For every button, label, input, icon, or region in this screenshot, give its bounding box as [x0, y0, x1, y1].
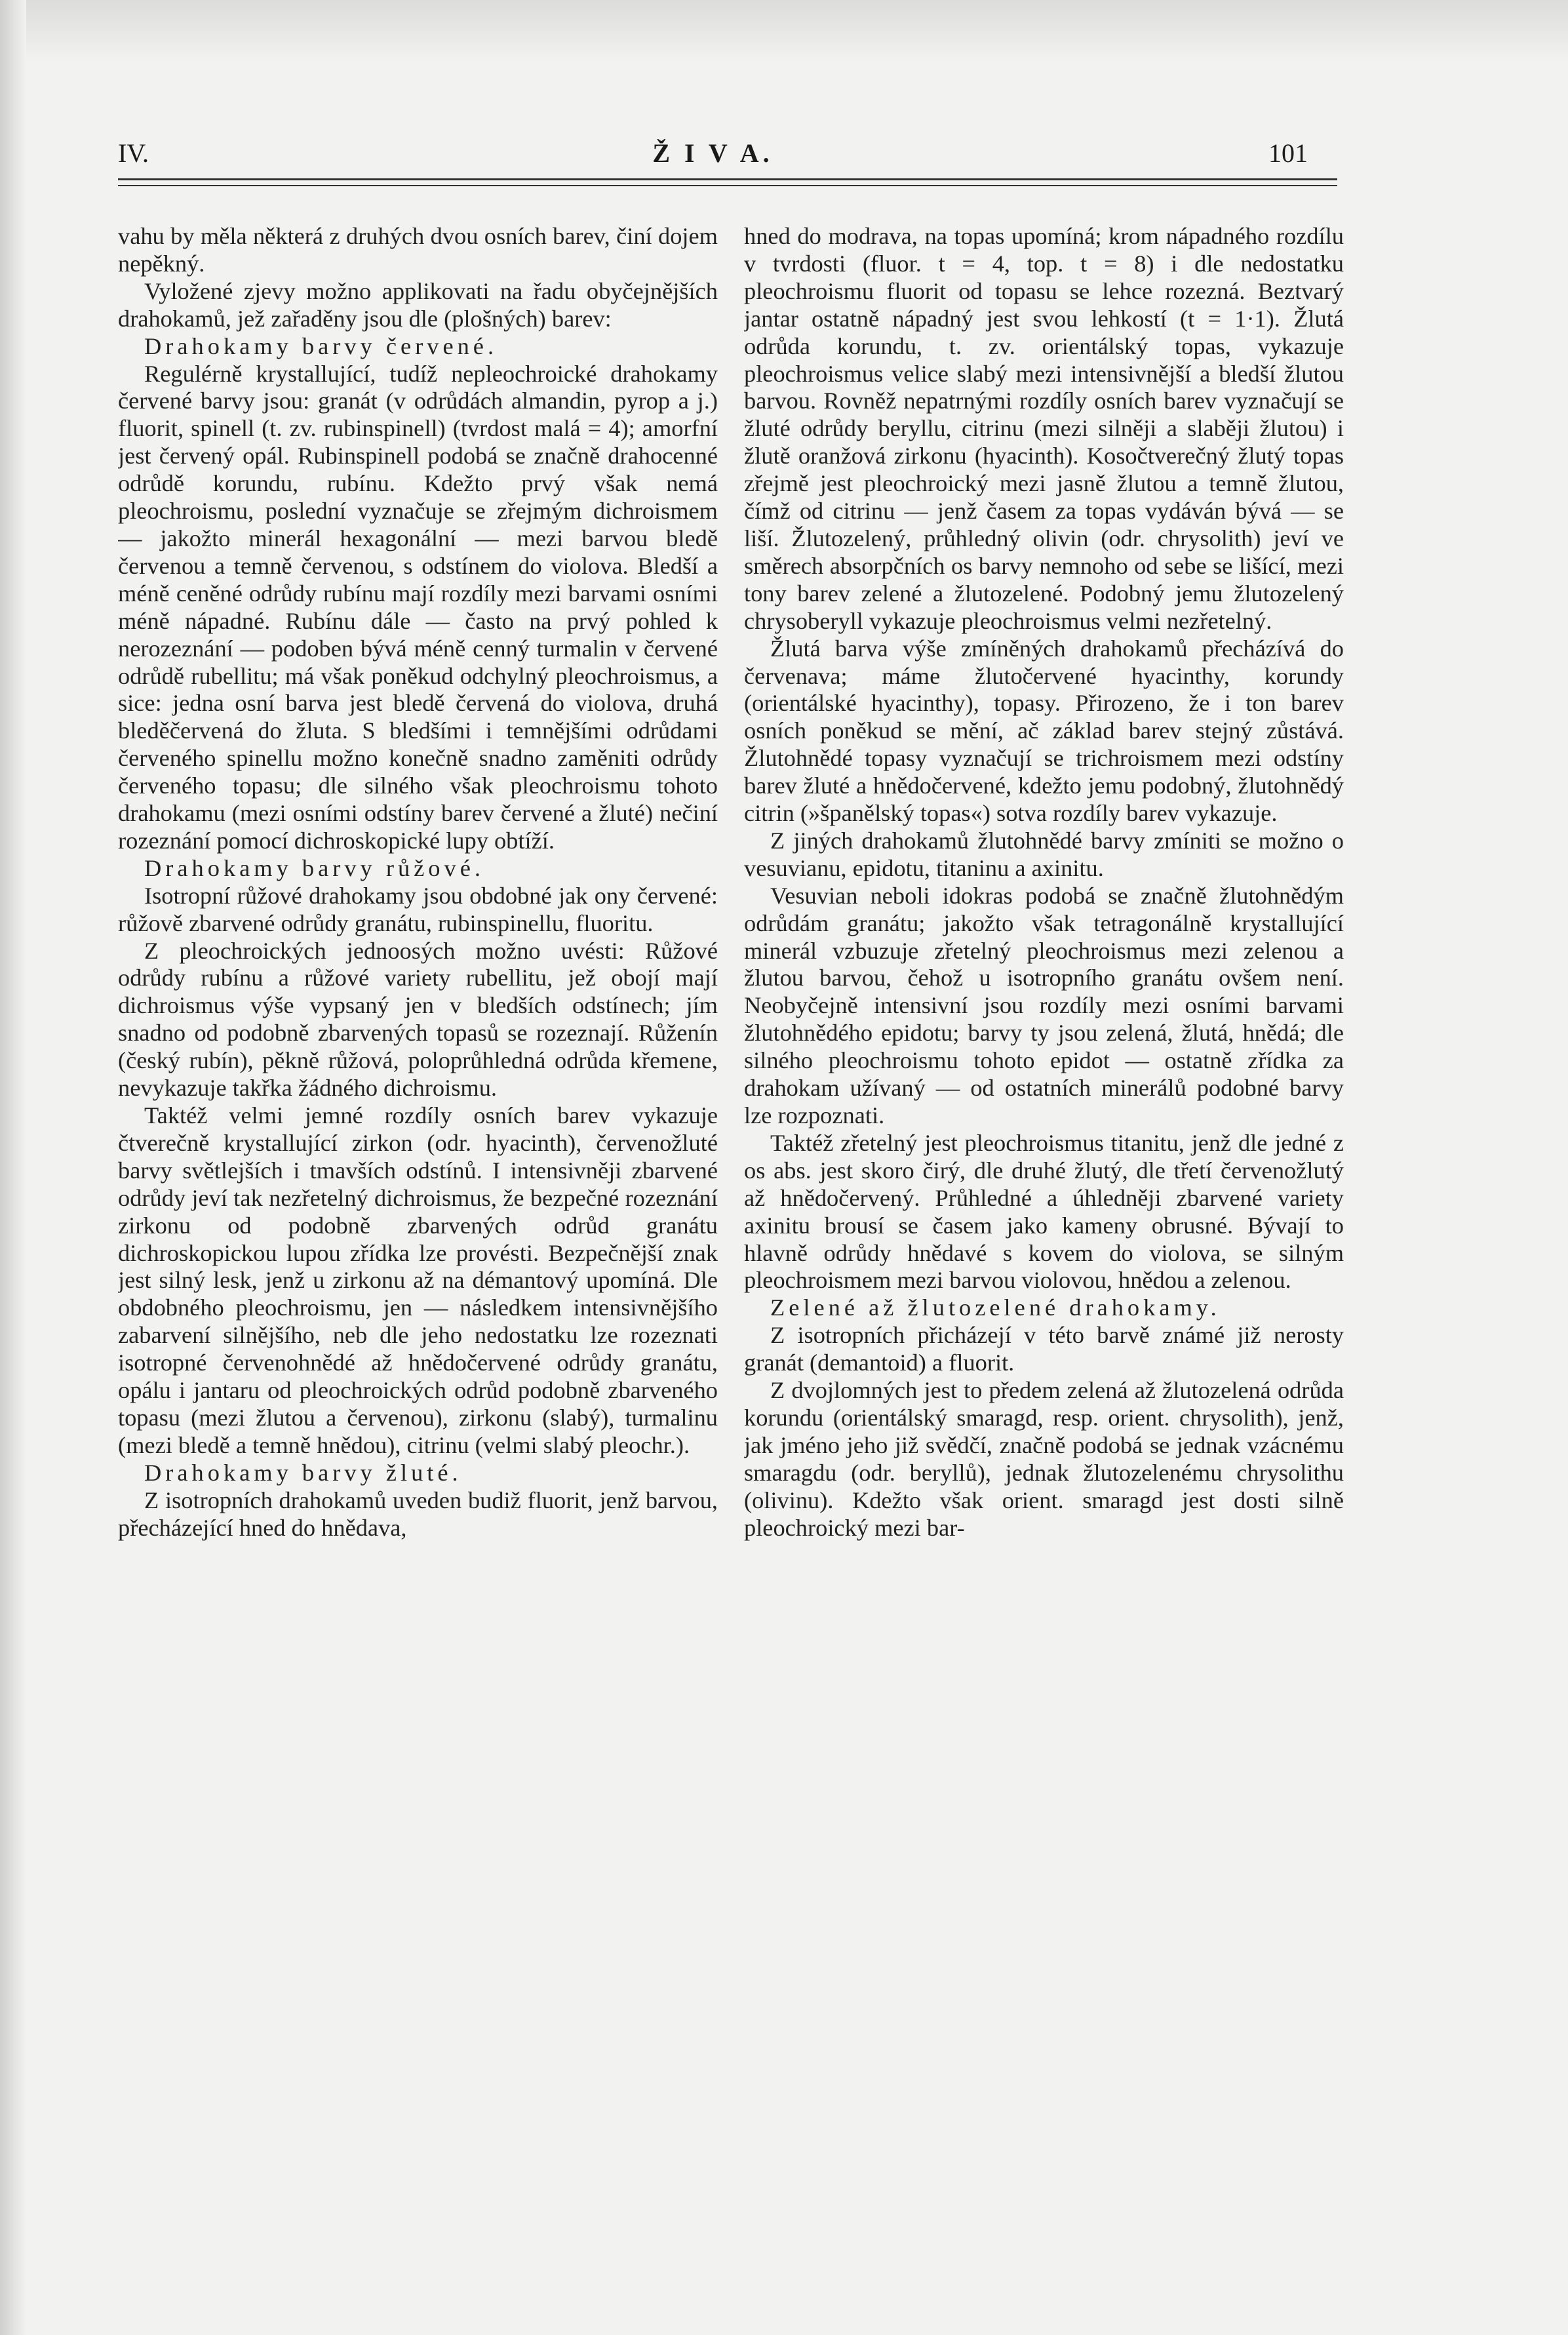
paragraph: Z jiných drahokamů žlutohnědé barvy zmíniti se možno o vesuvianu, epidotu, titaninu a axinitu. [744, 827, 1344, 881]
paragraph: Z pleochroických jednoosých možno uvésti: Růžové odrůdy rubínu a růžové variety rubellitu, jež obojí mají dichroismus výše vypsaný jen v bledších odstínech; jím snadno od podobně zbarvených topasů se rozeznají. Růženín (český rubín), pěkně růžová, poloprůhledná odrůda křemene, nevykazuje takřka žádného dichroismu. [118, 937, 718, 1102]
header-rule-bottom [118, 185, 1337, 186]
paragraph: hned do modrava, na topas upomíná; krom nápadného rozdílu v tvrdosti (fluor. t = 4, top. t = 8) i dle nedostatku pleochroismu fluorit od topasu se lehce rozezná. Beztvarý jantar ostatně nápadný jest svou lehkostí (t = 1·1). Žlutá odrůda korundu, t. zv. orientálský topas, vykazuje pleochroismus velice slabý mezi intensivnější a bledší žlutou barvou. Rovněž nepatrnými rozdíly osních barev vyznačují se žluté odrůdy beryllu, citrinu (mezi silněji a slaběji žlutou) i žlutě oranžová zirkonu (hyacinth). Kosočtverečný žlutý topas zřejmě jest pleochroický mezi jasně žlutou a temně žlutou, čímž od citrinu — jenž časem za topas vydáván bývá — se liší. Žlutozelený, průhledný olivin (odr. chrysolith) jeví ve směrech absorpčních os barvy nemnoho od sebe se lišící, mezi tony barev zelené a žlutozelené. Podobný jemu žlutozelený chrysoberyll vykazuje pleochroismus velmi nezřetelný. [744, 223, 1344, 634]
paragraph: Z isotropních přicházejí v této barvě známé již nerosty granát (demantoid) a fluorit. [744, 1322, 1344, 1376]
paragraph: Taktéž velmi jemné rozdíly osních barev vykazuje čtverečně krystallující zirkon (odr. hyacinth), červenožluté barvy světlejších i tmavších odstínů. I intensivněji zbarvené odrůdy jeví tak nezřetelný dichroismus, že bezpečné rozeznání zirkonu od podobně zbarvených odrůd granátu dichroskopickou lupou zřídka lze provésti. Bezpečnější znak jest silný lesk, jenž u zirkonu až na démantový upomíná. Dle obdobného pleochroismu, jen — následkem intensivnějšího zabarvení silnějšího, neb dle jeho nedostatku lze rozeznati isotropné červenohnědé až hnědočervené odrůdy granátu, opálu i jantaru od pleochroických odrůd podobně zbarveného topasu (mezi žlutou a červenou), zirkonu (slabý), turmalinu (mezi bledě a temně hnědou), citrinu (velmi slabý pleochr.). [118, 1102, 718, 1458]
volume-number: IV. [118, 138, 149, 168]
section-heading: Drahokamy barvy růžové. [144, 854, 484, 881]
section-heading: Zelené až žlutozelené drahokamy. [770, 1294, 1221, 1321]
paragraph: Z dvojlomných jest to předem zelená až žlutozelená odrůda korundu (orientálský smaragd, resp. orient. chrysolith), jenž, jak jméno jeho již svědčí, značně podobá se jednak vzácnému smaragdu (odr. beryllů), jednak žlutozelenému chrysolithu (olivinu). Kdežto však orient. smaragd jest dosti silně pleochroický mezi bar- [744, 1377, 1344, 1541]
paragraph: Isotropní růžové drahokamy jsou obdobné jak ony červené: růžově zbarvené odrůdy granátu, rubinspinellu, fluoritu. [118, 882, 718, 936]
page-number: 101 [1268, 138, 1308, 168]
section-heading: Drahokamy barvy červené. [144, 332, 498, 359]
paragraph: Žlutá barva výše zmíněných drahokamů přecházívá do červenava; máme žlutočervené hyacinthy, korundy (orientálské hyacinthy), topasy. Přirozeno, že i ton barev osních poněkud se mění, ač základ barev stejný zůstává. Žlutohnědé topasy vyznačují se trichroismem mezi odstíny barev žluté a hnědočervené, kdežto jemu podobný, žlutohnědý citrin (»španělský topas«) sotva rozdíly barev vykazuje. [744, 635, 1344, 827]
running-header [118, 131, 1308, 177]
paragraph: Regulérně krystallující, tudíž nepleochroické drahokamy červené barvy jsou: granát (v odrůdách almandin, pyrop a j.) fluorit, spinell (t. zv. rubinspinell) (tvrdost malá = 4); amorfní jest červený opál. Rubinspinell podobá se značně drahocenné odrůdě korundu, rubínu. Kdežto prvý však nemá pleochroismu, poslední vyznačuje se zřejmým dichroismem — jakožto minerál hexagonální — mezi barvou bledě červenou a temně červenou, s odstínem do violova. Bledší a méně ceněné odrůdy rubínu mají rozdíly mezi barvami osními méně nápadné. Rubínu dále — často na prvý pohled k nerozeznání — podoben bývá méně cenný turmalin v červené odrůdě rubellitu; má však poněkud odchylný pleochroismus, a sice: jedna osní barva jest bledě červená do violova, druhá bleděčervená do žluta. S bledšími i temnějšími odrůdami červeného spinellu možno konečně snadno zaměniti odrůdy červeného topasu; dle silného však pleochroismu tohoto drahokamu (mezi osními odstíny barev červené a žluté) nečiní rozeznání pomocí dichroskopické lupy obtíží. [118, 360, 718, 854]
header-rule-top [118, 178, 1337, 180]
right-column [744, 223, 1344, 2125]
scan-edge-left [0, 0, 26, 2335]
journal-title: Ž I V A. [652, 138, 774, 168]
left-column [118, 223, 718, 2125]
section-heading: Drahokamy barvy žluté. [144, 1459, 462, 1486]
paragraph: Taktéž zřetelný jest pleochroismus titanitu, jenž dle jedné z os abs. jest skoro čirý, dle druhé žlutý, dle třetí červenožlutý až hnědočervený. Průhledné a úhledněji zbarvené variety axinitu brousí se časem jako kameny obrusné. Bývají to hlavně odrůdy hnědavé s kovem do violova, se silným pleochroismem mezi barvou violovou, hnědou a zelenou. [744, 1129, 1344, 1294]
paragraph: vahu by měla některá z druhých dvou osních barev, činí dojem nepěkný. [118, 223, 718, 277]
paragraph: Vesuvian neboli idokras podobá se značně žlutohnědým odrůdám granátu; jakožto však tetragonálně krystallující minerál vzbuzuje zřetelný pleochroismus mezi zelenou a žlutou barvou, čehož u isotropního granátu ovšem není. Neobyčejně intensivní jsou rozdíly mezi osními barvami žlutohnědého epidotu; barvy ty jsou zelená, žlutá, hnědá; dle silného pleochroismu tohoto epidot — ostatně zřídka za drahokam užívaný — od ostatních minerálů podobné barvy lze rozpoznati. [744, 882, 1344, 1128]
paragraph: Z isotropních drahokamů uveden budiž fluorit, jenž barvou, přecházející hned do hnědava, [118, 1487, 718, 1541]
scan-edge-top [0, 0, 1568, 62]
paragraph: Vyložené zjevy možno applikovati na řadu obyčejnějších drahokamů, jež zařaděny jsou dle (plošných) barev: [118, 277, 718, 332]
